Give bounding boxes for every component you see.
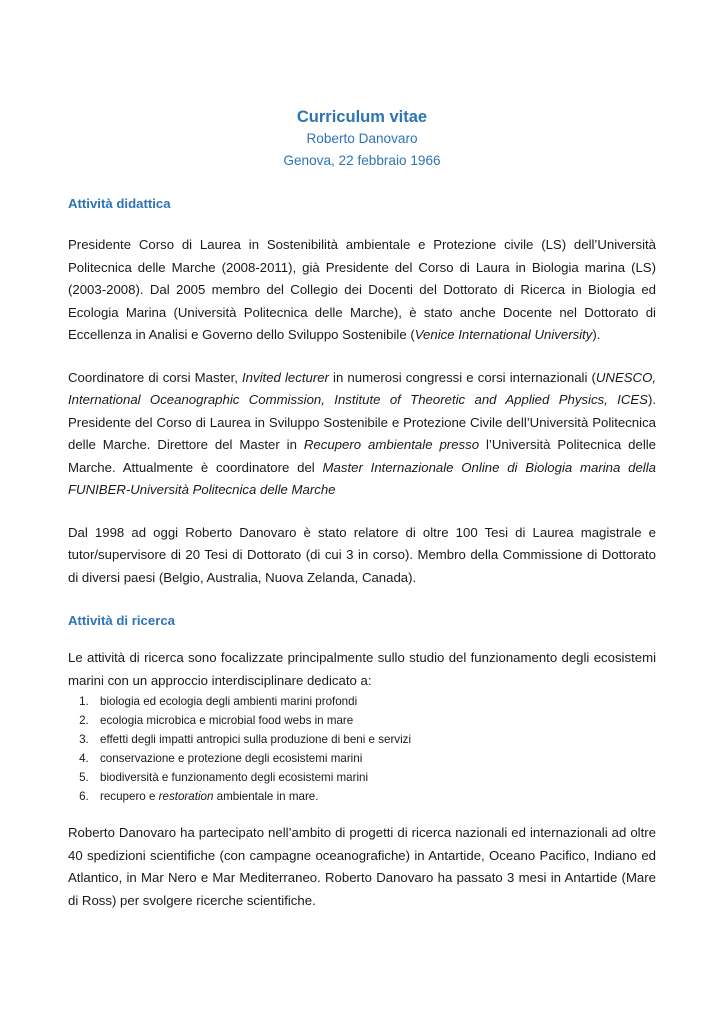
document-title: Curriculum vitae <box>296 108 428 126</box>
paragraph-tesi: Dal 1998 ad oggi Roberto Danovaro è stato relatore di oltre 100 Tesi di Laurea magistrale e tutor/supervisore di 20 Tesi di Dottorato (di cui 3 in corso). Membro della Commissione di Dottorato di diversi paesi (Belgio, Australia, Nuova Zelanda, Canada). <box>68 524 656 585</box>
italic-span: Invited lecturer <box>242 369 329 385</box>
person-name: Roberto Danovaro <box>306 131 418 146</box>
document-header <box>68 106 656 172</box>
text-span: ambientale in mare. <box>213 790 319 803</box>
text-span: recupero e <box>100 790 159 803</box>
section-ricerca <box>68 611 656 912</box>
research-topics-list <box>68 692 656 806</box>
list-item: 4. conservazione e protezione degli ecosistemi marini <box>92 749 656 768</box>
paragraph-presidente <box>68 234 656 347</box>
italic-span: Master Internazionale Online di Biologia marina della FUNIBER-Università Politecnica delle Marche <box>68 459 656 497</box>
paragraph-master <box>68 367 656 502</box>
paragraph-ricerca-intro: Le attività di ricerca sono focalizzate principalmente sullo studio del funzionamento degli ecosistemi marini con un approccio interdisciplinare dedicato a: <box>68 650 656 688</box>
text-span: l’Università Politecnica delle Marche. Attualmente è coordinatore del <box>68 437 657 475</box>
birth-info: Genova, 22 febbraio 1966 <box>283 153 441 168</box>
text-span: Coordinatore di corsi Master, <box>68 369 243 385</box>
text-span: in numerosi congressi e corsi internazionali ( <box>328 369 596 385</box>
list-item <box>92 787 656 806</box>
italic-span: UNESCO, International Oceanographic Commission, Institute of Theoretic and Applied Physics, ICES <box>68 369 656 407</box>
section-heading-didattica: Attività didattica <box>68 196 171 211</box>
list-item: 2. ecologia microbica e microbial food webs in mare <box>92 711 656 730</box>
italic-span: Recupero ambientale presso <box>303 437 480 452</box>
text-span: ). <box>592 327 601 342</box>
list-item: 5. biodiversità e funzionamento degli ecosistemi marini <box>92 768 656 787</box>
list-item: 1. biologia ed ecologia degli ambienti marini profondi <box>92 692 656 711</box>
list-item: 3. effetti degli impatti antropici sulla produzione di beni e servizi <box>92 730 656 749</box>
section-heading-ricerca: Attività di ricerca <box>68 613 176 628</box>
text-span: ). Presidente del Corso di Laurea in Sviluppo Sostenibile e Protezione Civile dell’Università Politecnica delle Marche. Direttore del Master in <box>68 392 656 452</box>
italic-span: Venice International University <box>414 327 593 342</box>
text-span: Presidente Corso di Laurea in Sostenibilità ambientale e Protezione civile (LS) dell’Università Politecnica delle Marche (2008-2011), già Presidente del Corso di Laura in Biologia marina (LS) (2003-2008). Dal 2005 membro del Collegio dei Docenti del Dottorato di Ricerca in Biologia ed Ecologia Marina (Università Politecnica delle Marche), è stato anche Docente nel Dottorato di Eccellenza in Analisi e Governo dello Sviluppo Sostenibile ( <box>68 237 656 342</box>
italic-span: restoration <box>158 790 214 803</box>
paragraph-spedizioni: Roberto Danovaro ha partecipato nell’ambito di progetti di ricerca nazionali ed internazionali ad oltre 40 spedizioni scientifiche (con campagne oceanografiche) in Antartide, Oceano Pacifico, Indiano ed Atlantico, in Mar Nero e Mar Mediterraneo. Roberto Danovaro ha passato 3 mesi in Antartide (Mare di Ross) per svolgere ricerche scientifiche. <box>68 825 656 908</box>
section-didattica <box>68 194 656 589</box>
